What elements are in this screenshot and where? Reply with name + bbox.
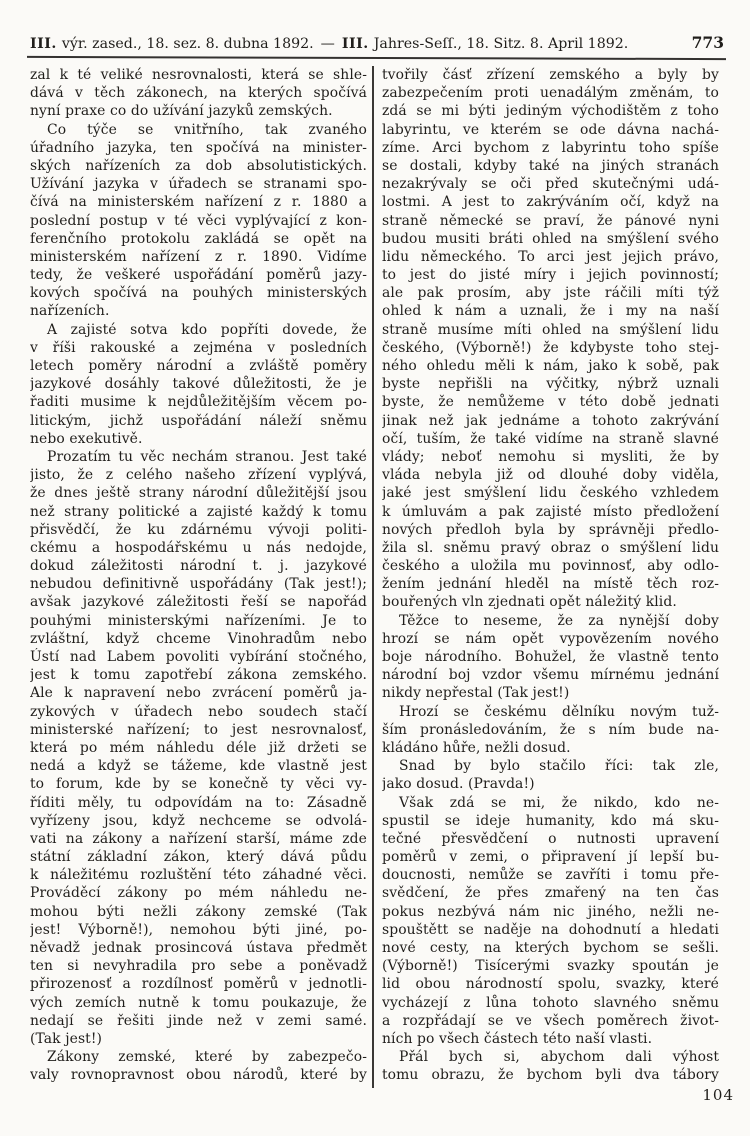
- text-line: vých zemích nutně k tomu poukazuje, že: [30, 994, 367, 1011]
- text-line: ného ohledu měli k nám, jako k sobě, pak: [382, 358, 719, 374]
- text-line: národní boj vzdor všemu mírnému jednání: [382, 667, 719, 684]
- text-line: zíme. Arci bychom z labyrintu toho spíše: [382, 139, 719, 156]
- header-page-number: 773: [691, 33, 724, 52]
- text-line: Ale k napravení nebo zvrácení poměrů ja-: [30, 685, 367, 702]
- text-line: jinak než jak jednáme a tohoto zakrývání: [382, 412, 719, 429]
- text-line: vlády; neboť nemohu si mysliti, že by: [382, 448, 719, 465]
- text-line: nové cesty, na kterých bychom se sešli.: [382, 940, 719, 956]
- header-german-volume: III.: [341, 36, 369, 52]
- text-line: nebudou definitivně uspořádány (Tak jest!);: [30, 576, 367, 593]
- text-line: českého, (Výborně!) že kdybyste toho stej-: [382, 339, 719, 356]
- text-line: zykových v úřadech nebo soudech stačí: [30, 703, 367, 720]
- page-header: [30, 33, 724, 52]
- text-line: něvadž jednak prosincová ústava předmět: [30, 940, 367, 956]
- text-line: dokud záležitosti národní t. j. jazykové: [30, 558, 367, 575]
- text-line: vyřízeny jsou, když nechceme se odvolá-: [30, 812, 367, 829]
- text-line: (Tak jest!): [30, 1030, 103, 1047]
- text-line: Prozatím tu věc nechám stranou. Jest také: [47, 448, 367, 465]
- text-line: Snad by bylo stačilo říci: tak zle,: [399, 758, 719, 775]
- text-line: bouřených vln zjednati opět náležitý klid.: [382, 594, 677, 611]
- text-line: státní základní zákon, který dává půdu: [30, 849, 367, 866]
- text-line: mohou býti nežli zákony zemské (Tak: [30, 903, 367, 920]
- text-line: vláda nebyla již od dlouhé doby viděla,: [382, 467, 719, 484]
- text-line: poměrů v zemi, o připravení jí lepší bu-: [382, 849, 719, 866]
- text-line: spustil se ideje humanity, kdo má sku-: [382, 812, 719, 829]
- text-line: žila sl. sněmu pravý obraz o smýšlení lidu: [382, 539, 719, 556]
- text-line: pokus nezbývá nám nic jiného, nežli ne-: [382, 903, 719, 920]
- text-line: nyní praxe co do užívání jazyků zemských.: [30, 103, 333, 120]
- text-line: Přál bych si, abychom dali výhost: [399, 1049, 719, 1066]
- text-line: straně musíme míti ohled na smýšlení lidu: [382, 321, 719, 338]
- text-line: spouštětt se naděje na dohodnutí a hledati: [382, 921, 719, 938]
- text-line: budou musiti bráti ohled na smýšlení svého: [382, 230, 719, 247]
- text-line: českého a uložila mu povinnosť, aby odlo-: [382, 558, 719, 575]
- text-line: ministerské nařízení; to jest nesrovnalosť,: [30, 721, 367, 738]
- text-line: nezakrývaly se oči před skutečnými udá-: [382, 176, 719, 193]
- text-line: ohled k nám a uznali, že i my na naší: [382, 303, 719, 320]
- text-line: valy rovnopravnost obou národů, které by: [30, 1067, 367, 1084]
- text-line: kládáno hůře, nežli dosud.: [382, 739, 571, 756]
- text-line: jest! Výborně!), nemohou býti jiné, po-: [30, 921, 367, 938]
- text-line: zabezpečením proti uenadálým změnám, to: [382, 85, 719, 102]
- text-line: zdá se mi býti jediným východištěm z toho: [382, 103, 719, 120]
- text-line: ale pak prosím, aby jste ráčili míti týž: [382, 285, 719, 302]
- text-line: boje národního. Bohužel, že vlastně tento: [382, 649, 719, 665]
- header-czech-volume: III.: [30, 36, 57, 52]
- text-line: Prováděcí zákony po mém náhledu ne-: [30, 885, 367, 902]
- text-line: přirozenosť a rozdílnosť poměrů v jednotli-: [30, 976, 367, 993]
- text-line: to jest do jisté míry i jejich povinností;: [382, 267, 719, 284]
- text-line: letech poměry národní a zvláště poměry: [30, 358, 367, 374]
- text-line: Zákony zemské, které by zabezpečo-: [47, 1049, 367, 1066]
- text-line: litickým, jichž uspořádání náleží sněmu: [30, 412, 367, 429]
- text-line: lidu německého. To arci jest jejich právo,: [382, 248, 719, 265]
- text-line: jako dosud. (Pravda!): [382, 776, 535, 793]
- text-line: k úmluvám a pak zajisté místo předložení: [382, 503, 719, 520]
- text-line: vycházejí z lůna tohoto slavného sněmu: [382, 994, 719, 1011]
- text-line: ckému a hospodářskému u nás nedojde,: [30, 539, 367, 556]
- text-line: nařízeních.: [30, 303, 110, 320]
- text-line: nových předloh byla by správněji předlo-: [382, 521, 719, 538]
- text-line: pouhými ministerskými nařízeními. Je to: [30, 612, 367, 629]
- text-line: tomu obrazu, že bychom byli dva tábory: [382, 1067, 719, 1084]
- text-line: jaké jest smýšlení lidu českého vzhledem: [382, 485, 719, 502]
- text-line: nebo exekutivě.: [30, 430, 143, 447]
- text-line: Užívání jazyka v úřadech se stranami spo-: [30, 176, 367, 193]
- text-line: nedá a když se tážeme, kde vlastně jest: [30, 758, 367, 775]
- header-german-session: Jahres-Seſſ., 18. Sitz. 8. April 1892.: [373, 36, 629, 52]
- text-line: tečné přesvědčení o nutnosti upravení: [382, 830, 719, 847]
- header-separator: —: [320, 36, 335, 52]
- column-divider: [372, 66, 374, 1088]
- text-line: hrozí se nám opět vypovězením nového: [382, 630, 719, 647]
- text-line: která po mém náhledu déle již držeti se: [30, 739, 367, 756]
- text-line: jisto, že z celého našeho zřízení vyplývá,: [30, 467, 367, 484]
- text-line: v říši rakouské a zejména v posledních: [30, 339, 367, 356]
- text-line: Ústí nad Labem povoliti vybírání stočného,: [30, 649, 367, 665]
- text-line: nikdy nepřestal (Tak jest!): [382, 685, 570, 702]
- text-line: byste nepřišli na výčitky, nýbrž uznali: [382, 376, 719, 393]
- text-column-left: [30, 66, 367, 1085]
- text-line: ším pronásledováním, že s ním bude na-: [382, 721, 719, 738]
- text-line: lid obou národností spolu, svazky, které: [382, 976, 719, 993]
- text-line: k náležitému rozluštění této záhadné věci.: [30, 867, 367, 884]
- text-line: ských nařízeních za dob absolutistických.: [30, 157, 367, 174]
- text-line: se dostali, kdyby také na jiných stranách: [382, 157, 719, 174]
- text-line: Však zdá se mi, že nikdo, kdo ne-: [399, 794, 719, 811]
- text-line: ních po všech částech této naší vlasti.: [382, 1030, 653, 1047]
- text-line: tedy, že veškeré uspořádání poměrů jazy-: [30, 267, 367, 284]
- text-line: než strany politické a zajisté každý k tomu: [30, 503, 367, 520]
- text-line: čívá na ministerském nařízení z r. 1880 a: [30, 194, 367, 211]
- text-line: Hrozí se českému dělníku novým tuž-: [399, 703, 719, 720]
- text-line: úřadního jazyka, ten spočívá na minister-: [30, 139, 367, 156]
- text-line: zal k té veliké nesrovnalosti, která se shle-: [30, 67, 367, 83]
- header-czech-session: výr. zased., 18. sez. 8. dubna 1892.: [61, 36, 314, 52]
- text-line: a rozpřádají se ve všech poměrech život-: [382, 1012, 719, 1029]
- text-line: řaditi musime k nejdůležitějším věcem po-: [30, 394, 367, 411]
- text-line: Co týče se vnitřního, tak zvaného: [47, 121, 367, 138]
- text-line: straně německé se praví, že pánové nyni: [382, 212, 719, 229]
- text-line: přisvědčí, že ku zdárnému vývoji politi-: [30, 521, 367, 538]
- text-line: žením jednání hleděl na místě těch roz-: [382, 576, 719, 593]
- text-line: svědčení, že přes zmařený na ten čas: [382, 885, 719, 902]
- text-line: jest k tomu zapotřebí zákona zemského.: [30, 667, 367, 684]
- signature-number: 104: [702, 1086, 734, 1104]
- text-line: A zajisté sotva kdo popříti dovede, že: [47, 321, 367, 338]
- text-line: ferenčního protokolu zakládá se opět na: [30, 230, 367, 247]
- text-line: že dnes ještě strany národní důležitější jsou: [30, 485, 367, 502]
- header-rule: [27, 56, 726, 60]
- text-line: to forum, kde by se konečně ty věci vy-: [30, 776, 367, 793]
- text-line: vati na zákony a nařízení starší, máme zde: [30, 830, 367, 847]
- text-line: nedají se řešiti jinde než v zemi samé.: [30, 1012, 367, 1029]
- text-line: byste, že nemůžeme v této době jednati: [382, 394, 719, 411]
- text-line: Těžce to neseme, že za nynější doby: [399, 612, 719, 629]
- text-line: avšak jazykové záležitosti řeší se napořád: [30, 594, 367, 611]
- text-line: doucnosti, nemůže se zavříti i tomu pře-: [382, 867, 719, 884]
- text-line: jazykové dosáhly takové důležitosti, že je: [30, 376, 367, 393]
- text-line: tvořily čásť zřízení zemského a byly by: [382, 67, 719, 83]
- text-line: ten si nevyhradila pro sebe a poněvadž: [30, 958, 367, 975]
- text-line: kových spočívá na pouhých ministerských: [30, 285, 367, 302]
- text-line: zvláštní, když chceme Vinohradům nebo: [30, 630, 367, 647]
- text-line: lostmi. A jest to zakrýváním očí, když na: [382, 194, 719, 211]
- text-line: ministerském nařízení z r. 1890. Vidíme: [30, 248, 367, 265]
- text-line: říditi měly, tu odpovídám na to: Zásadně: [30, 794, 367, 811]
- text-line: (Výborně!) Tisícerými svazky spoután je: [382, 958, 719, 975]
- text-line: očí, tuším, že také vidíme na straně slavné: [382, 430, 719, 447]
- text-line: dává v těch zákonech, na kterých spočívá: [30, 85, 367, 102]
- text-column-right: [382, 66, 719, 1085]
- text-line: labyrintu, ve kterém se ode dávna nachá-: [382, 121, 719, 138]
- text-line: poslední postup v té věci vyplývající z kon-: [30, 212, 367, 229]
